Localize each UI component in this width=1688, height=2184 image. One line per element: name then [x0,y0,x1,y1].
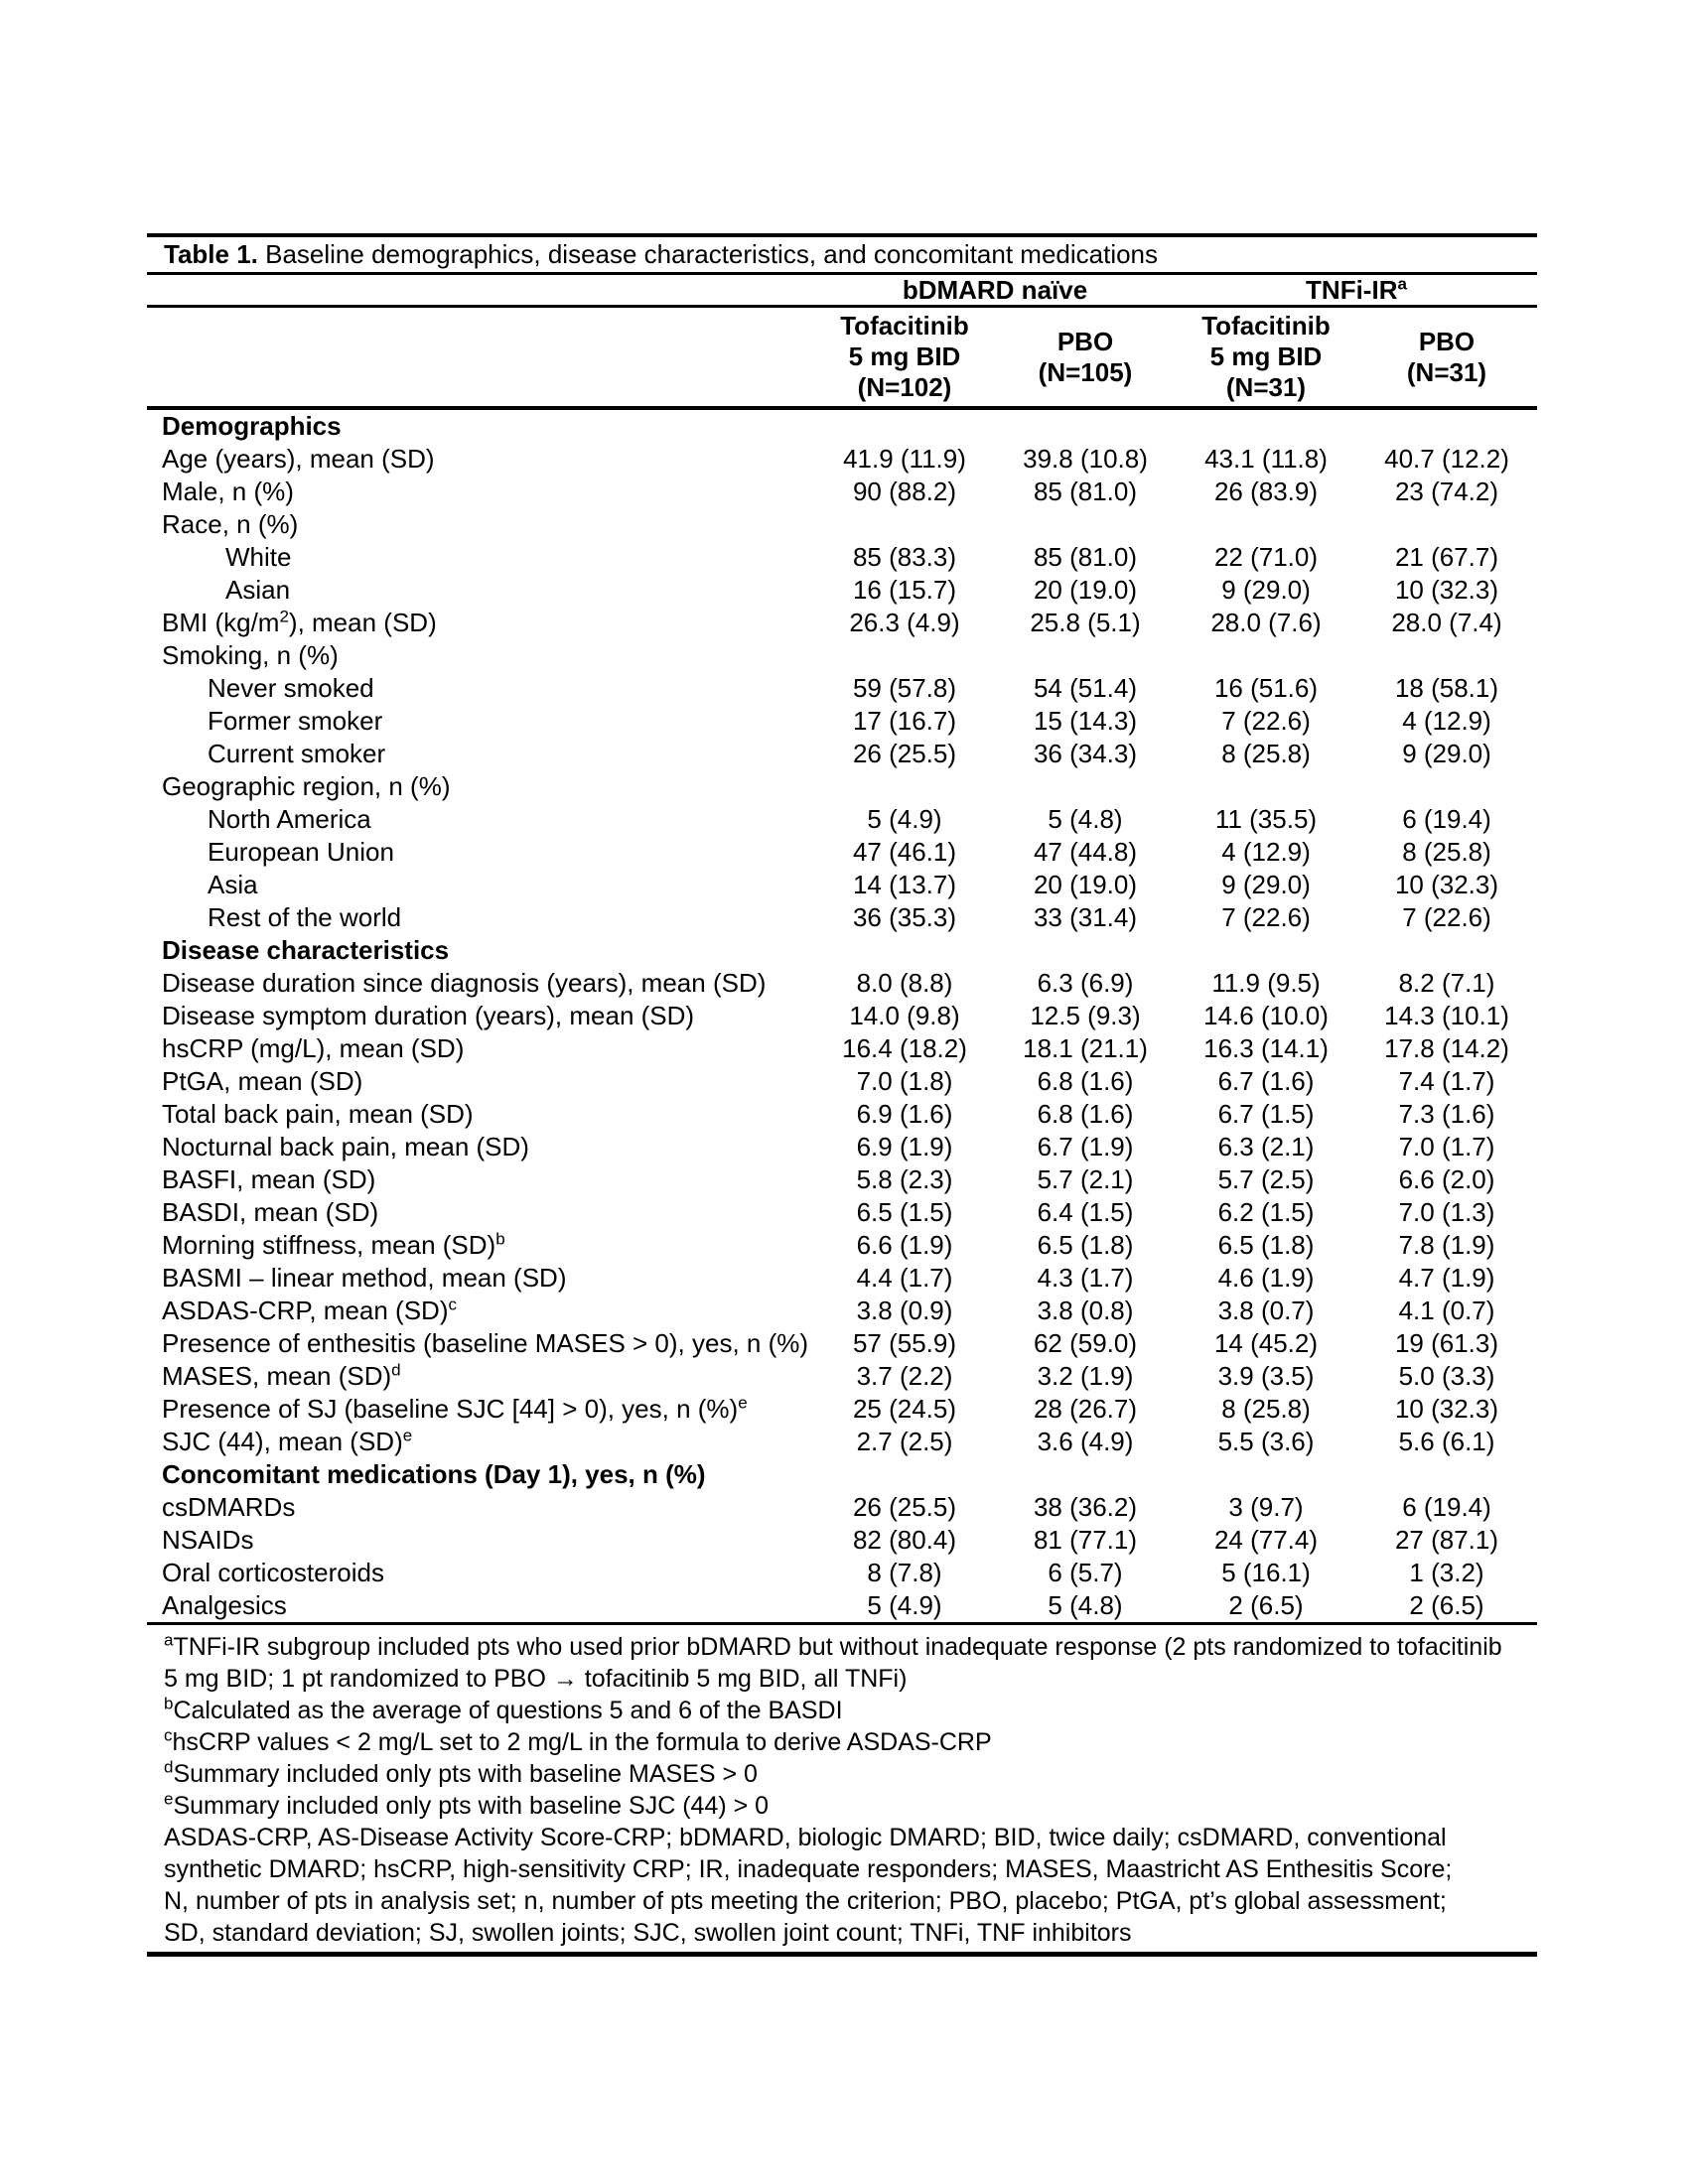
table-row [147,1557,1537,1589]
cell-value: 3.9 (3.5) [1217,1361,1315,1391]
cell-value: 23 (74.2) [1394,477,1499,506]
row-label: European Union [208,837,394,867]
footnote-marker: e [402,1426,413,1445]
table-row [147,1262,1537,1295]
table-row [147,967,1537,1000]
table-row [147,1491,1537,1524]
table-row [147,508,1537,541]
cell-value: 6.6 (2.0) [1398,1164,1495,1194]
cell-value: 5.8 (2.3) [856,1164,953,1194]
cell-value: 6.5 (1.8) [1037,1230,1134,1260]
row-label: PtGA, mean (SD) [162,1066,363,1096]
table-row [147,639,1537,672]
table-row [147,476,1537,508]
cell-value: 28.0 (7.4) [1391,608,1502,637]
cell-value: 90 (88.2) [852,477,957,506]
row-label: Presence of enthesitis (baseline MASES > 0), yes, n (%) [162,1328,809,1358]
baseline-characteristics-table [147,233,1537,1957]
cell-value: 4.1 (0.7) [1398,1296,1495,1325]
cell-value: 3.7 (2.2) [856,1361,953,1391]
table-caption: Baseline demographics, disease characteristics, and concomitant medications [257,239,1159,269]
table-row [147,770,1537,803]
cell-value: 17 (16.7) [852,706,957,736]
cell-value: 5 (4.9) [867,1590,942,1620]
cell-value: 25.8 (5.1) [1030,608,1141,637]
cell-value: 14.0 (9.8) [849,1001,960,1030]
table-row [147,901,1537,934]
cell-value: 14 (13.7) [852,870,957,899]
cell-value: 8 (25.8) [1221,739,1311,768]
table-body [147,410,1537,1622]
cell-value: 8 (25.8) [1402,837,1491,867]
footnote-line: ASDAS-CRP, AS-Disease Activity Score-CRP; bDMARD, biologic DMARD; BID, twice daily; csDMARD, conventional [164,1824,1447,1851]
table-row [147,836,1537,869]
cell-value: 8.0 (8.8) [856,968,953,998]
cell-value: 6 (5.7) [1048,1558,1123,1587]
footnote-marker: a [1397,274,1407,294]
table-row [147,607,1537,639]
cell-value: 26.3 (4.9) [849,608,960,637]
table-row [147,1163,1537,1196]
cell-value: 6.8 (1.6) [1037,1099,1134,1129]
cell-value: 11.9 (9.5) [1211,968,1321,998]
cell-value: 5 (16.1) [1221,1558,1311,1587]
table-row [147,1098,1537,1131]
footnote-line: hsCRP values < 2 mg/L set to 2 mg/L in the formula to derive ASDAS-CRP [172,1728,992,1756]
footnote [164,1726,1537,1758]
footnote-marker: c [164,1725,173,1745]
table-row [147,1196,1537,1229]
col-group-bdmard-naive [814,275,1176,305]
cell-value: 6.3 (2.1) [1217,1132,1315,1161]
row-label: Former smoker [208,706,383,736]
cell-value: 20 (19.0) [1033,870,1138,899]
cell-value: 4.4 (1.7) [856,1263,953,1293]
cell-value: 8 (7.8) [867,1558,942,1587]
cell-value: 7.3 (1.6) [1398,1099,1495,1129]
cell-value: 85 (81.0) [1033,477,1138,506]
cell-value: 15 (14.3) [1033,706,1138,736]
row-label: Geographic region, n (%) [162,771,451,801]
cell-value: 9 (29.0) [1221,870,1311,899]
row-label: Asian [225,575,291,605]
footnote-marker: b [495,1229,505,1249]
footnote [164,1790,1537,1822]
table-row [147,1327,1537,1360]
cell-value: 6 (19.4) [1402,1492,1491,1522]
table-row [147,541,1537,574]
cell-value: 14.3 (10.1) [1384,1001,1509,1030]
cell-value: 5.6 (6.1) [1398,1427,1495,1456]
footnote [164,1758,1537,1790]
cell-value: 33 (31.4) [1033,902,1138,932]
column-header-row [147,308,1537,406]
row-label: Nocturnal back pain, mean (SD) [162,1132,529,1161]
row-label: Morning stiffness, mean (SD)$^b$ [162,1229,505,1260]
table-row [147,869,1537,901]
cell-value: 17.8 (14.2) [1384,1033,1509,1063]
cell-value: 5 (4.9) [867,804,942,834]
footnote-marker: d [391,1360,401,1380]
stub-cell [147,275,814,305]
cell-value: 7.0 (1.8) [856,1066,953,1096]
footnote-marker: c [448,1295,457,1314]
cell-value: 43.1 (11.8) [1204,444,1328,474]
table-row [147,574,1537,607]
footnote-line: 5 mg BID; 1 pt randomized to PBO → tofacitinib 5 mg BID, all TNFi) [164,1665,908,1693]
cell-value: 4.6 (1.9) [1217,1263,1315,1293]
table-row [147,705,1537,738]
column-header-0: Tofacitinib 5 mg BID (N=102) [840,311,969,402]
cell-value: 7.0 (1.3) [1398,1197,1495,1227]
cell-value: 2.7 (2.5) [856,1427,953,1456]
cell-value: 4.3 (1.7) [1037,1263,1134,1293]
cell-value: 9 (29.0) [1402,739,1491,768]
footnote-marker: e [738,1393,748,1413]
footnote [164,1631,1537,1695]
row-label: MASES, mean (SD)$^d$ [162,1360,401,1391]
row-label: BMI $(kg/m^2)$, mean (SD) [162,607,437,637]
cell-value: 3.2 (1.9) [1037,1361,1134,1391]
row-label: Demographics [162,411,342,441]
row-label: North America [208,804,371,834]
footnote-marker: 2 [279,607,289,626]
row-label: Total back pain, mean (SD) [162,1099,474,1129]
cell-value: 59 (57.8) [852,673,957,703]
table-row [147,1524,1537,1557]
row-label: csDMARDs [162,1492,296,1522]
cell-value: 21 (67.7) [1394,542,1499,572]
footnote-line: SD, standard deviation; SJ, swollen joints; SJC, swollen joint count; TNFi, TNF inhibitors [164,1919,1132,1947]
table-row [147,1065,1537,1098]
cell-value: 11 (35.5) [1214,804,1318,834]
row-label: SJC (44), mean (SD)$^e$ [162,1426,413,1456]
row-label: Rest of the world [208,902,402,932]
cell-value: 7 (22.6) [1402,902,1491,932]
row-label: Asia [208,870,258,899]
table-row [147,738,1537,770]
cell-value: 6.9 (1.6) [856,1099,953,1129]
cell-value: 36 (35.3) [852,902,957,932]
table-row [147,443,1537,476]
table-row [147,1032,1537,1065]
cell-value: 62 (59.0) [1033,1328,1138,1358]
table-row [147,1360,1537,1393]
row-label: Never smoked [208,673,374,703]
row-label: Presence of SJ (baseline SJC [44] > 0), yes, n (%)$^e$ [162,1393,748,1424]
cell-value: 7.8 (1.9) [1398,1230,1495,1260]
cell-value: 10 (32.3) [1394,870,1499,899]
cell-value: 9 (29.0) [1221,575,1311,605]
table-number: Table 1. [164,239,258,269]
footnote-line: N, number of pts in analysis set; n, number of pts meeting the criterion; PBO, placebo; PtGA, pt’s global assessment; [164,1887,1447,1915]
cell-value: 57 (55.9) [852,1328,957,1358]
section-row [147,934,1537,967]
cell-value: 47 (44.8) [1033,837,1138,867]
cell-value: 2 (6.5) [1409,1590,1484,1620]
row-label: Current smoker [208,739,386,768]
cell-value: 16.3 (14.1) [1203,1033,1329,1063]
table-row [147,1295,1537,1327]
footnote-line: synthetic DMARD; hsCRP, high-sensitivity CRP; IR, inadequate responders; MASES, Maastricht AS Enthesitis Score; [164,1855,1453,1883]
cell-value: 28 (26.7) [1033,1394,1138,1424]
cell-value: 41.9 (11.9) [843,444,966,474]
column-header-1: PBO (N=105) [1038,326,1133,387]
cell-value: 16 (51.6) [1213,673,1319,703]
row-label: Disease symptom duration (years), mean (SD) [162,1001,695,1030]
cell-value: 7.4 (1.7) [1398,1066,1495,1096]
table-row [147,1426,1537,1458]
table-row [147,1229,1537,1262]
row-label: hsCRP (mg/L), mean (SD) [162,1033,465,1063]
table-title [147,237,1537,272]
cell-value: 36 (34.3) [1033,739,1138,768]
row-label: BASDI, mean (SD) [162,1197,379,1227]
cell-value: 18 (58.1) [1394,673,1499,703]
footnote [164,1822,1537,1949]
footnotes-block [147,1625,1537,1952]
column-group-row [147,275,1537,305]
col-group-label: bDMARD naïve [902,275,1088,305]
stub-cell [147,308,814,406]
cell-value: 5.0 (3.3) [1398,1361,1495,1391]
cell-value: 6.8 (1.6) [1037,1066,1134,1096]
cell-value: 6.5 (1.8) [1217,1230,1315,1260]
cell-value: 24 (77.4) [1213,1525,1319,1555]
cell-value: 28.0 (7.6) [1210,608,1322,637]
table-row [147,803,1537,836]
cell-value: 6.7 (1.9) [1037,1132,1134,1161]
cell-value: 3 (9.7) [1228,1492,1304,1522]
row-label: Disease duration since diagnosis (years), mean (SD) [162,968,767,998]
footnote-line: TNFi-IR subgroup included pts who used prior bDMARD but without inadequate response (2 pts randomized to tofacitinib [173,1633,1502,1661]
cell-value: 82 (80.4) [852,1525,957,1555]
table-row [147,1131,1537,1163]
cell-value: 26 (25.5) [852,1492,957,1522]
cell-value: 39.8 (10.8) [1023,444,1148,474]
row-label: White [225,542,292,572]
cell-value: 26 (83.9) [1213,477,1319,506]
row-label: Smoking, n (%) [162,640,339,670]
section-row [147,410,1537,443]
cell-value: 22 (71.0) [1213,542,1319,572]
cell-value: 8.2 (7.1) [1398,968,1495,998]
cell-value: 18.1 (21.1) [1023,1033,1148,1063]
section-row [147,1458,1537,1491]
footnote-marker: a [164,1630,174,1650]
cell-value: 19 (61.3) [1394,1328,1499,1358]
column-header-3: PBO (N=31) [1406,326,1487,387]
cell-value: 6.4 (1.5) [1037,1197,1134,1227]
cell-value: 7.0 (1.7) [1398,1132,1495,1161]
cell-value: 6.9 (1.9) [856,1132,953,1161]
footnote-line: Calculated as the average of questions 5 and 6 of the BASDI [173,1697,843,1724]
cell-value: 5 (4.8) [1048,804,1123,834]
col-group-label: TNFi-IR [1306,275,1398,305]
cell-value: 2 (6.5) [1228,1590,1304,1620]
cell-value: 26 (25.5) [852,739,957,768]
cell-value: 6 (19.4) [1402,804,1491,834]
cell-value: 4 (12.9) [1402,706,1491,736]
cell-value: 54 (51.4) [1033,673,1138,703]
cell-value: 27 (87.1) [1394,1525,1499,1555]
cell-value: 10 (32.3) [1394,1394,1499,1424]
cell-value: 7 (22.6) [1221,706,1311,736]
table-row [147,672,1537,705]
row-label: Disease characteristics [162,935,450,965]
row-label: Age (years), mean (SD) [162,444,435,474]
cell-value: 5 (4.8) [1048,1590,1123,1620]
cell-value: 5.5 (3.6) [1217,1427,1315,1456]
cell-value: 6.3 (6.9) [1037,968,1134,998]
footnote-marker: b [164,1694,174,1713]
cell-value: 85 (83.3) [852,542,957,572]
cell-value: 6.7 (1.5) [1217,1099,1315,1129]
cell-value: 3.6 (4.9) [1037,1427,1134,1456]
cell-value: 5.7 (2.5) [1217,1164,1315,1194]
row-label: Male, n (%) [162,477,294,506]
row-label: ASDAS-CRP, mean (SD)$^c$ [162,1295,457,1325]
cell-value: 40.7 (12.2) [1384,444,1509,474]
column-header-2: Tofacitinib 5 mg BID (N=31) [1201,311,1331,402]
cell-value: 20 (19.0) [1033,575,1138,605]
cell-value: 85 (81.0) [1033,542,1138,572]
cell-value: 25 (24.5) [852,1394,957,1424]
cell-value: 3.8 (0.9) [856,1296,953,1325]
cell-value: 3.8 (0.8) [1037,1296,1134,1325]
cell-value: 14 (45.2) [1213,1328,1319,1358]
cell-value: 16 (15.7) [852,575,957,605]
cell-value: 10 (32.3) [1394,575,1499,605]
row-label: Race, n (%) [162,509,299,539]
footnote-line: Summary included only pts with baseline MASES > 0 [173,1760,758,1788]
cell-value: 6.6 (1.9) [856,1230,953,1260]
table-bottom-rule [147,1952,1537,1957]
cell-value: 12.5 (9.3) [1030,1001,1141,1030]
cell-value: 47 (46.1) [852,837,957,867]
cell-value: 14.6 (10.0) [1203,1001,1329,1030]
cell-value: 4.7 (1.9) [1398,1263,1495,1293]
cell-value: 3.8 (0.7) [1217,1296,1315,1325]
cell-value: 6.5 (1.5) [856,1197,953,1227]
row-label: BASFI, mean (SD) [162,1164,376,1194]
row-label: Oral corticosteroids [162,1558,384,1587]
row-label: Concomitant medications (Day 1), yes, n (%) [162,1459,706,1489]
row-label: Analgesics [162,1590,287,1620]
footnote-marker: e [164,1789,174,1809]
cell-value: 8 (25.8) [1221,1394,1311,1424]
table-row [147,1393,1537,1426]
cell-value: 38 (36.2) [1033,1492,1138,1522]
cell-value: 1 (3.2) [1409,1558,1484,1587]
cell-value: 5.7 (2.1) [1037,1164,1134,1194]
cell-value: 81 (77.1) [1033,1525,1138,1555]
cell-value: 6.2 (1.5) [1217,1197,1315,1227]
footnote-marker: d [164,1757,174,1777]
cell-value: 6.7 (1.6) [1217,1066,1315,1096]
cell-value: 16.4 (18.2) [842,1033,967,1063]
row-label: BASMI – linear method, mean (SD) [162,1263,567,1293]
table-row [147,1589,1537,1622]
table-row [147,1000,1537,1032]
cell-value: 7 (22.6) [1221,902,1311,932]
footnote-line: Summary included only pts with baseline SJC (44) > 0 [173,1792,770,1820]
cell-value: 4 (12.9) [1221,837,1311,867]
row-label: NSAIDs [162,1525,254,1555]
footnote [164,1695,1537,1726]
col-group-tnfi-ir [1176,275,1537,305]
